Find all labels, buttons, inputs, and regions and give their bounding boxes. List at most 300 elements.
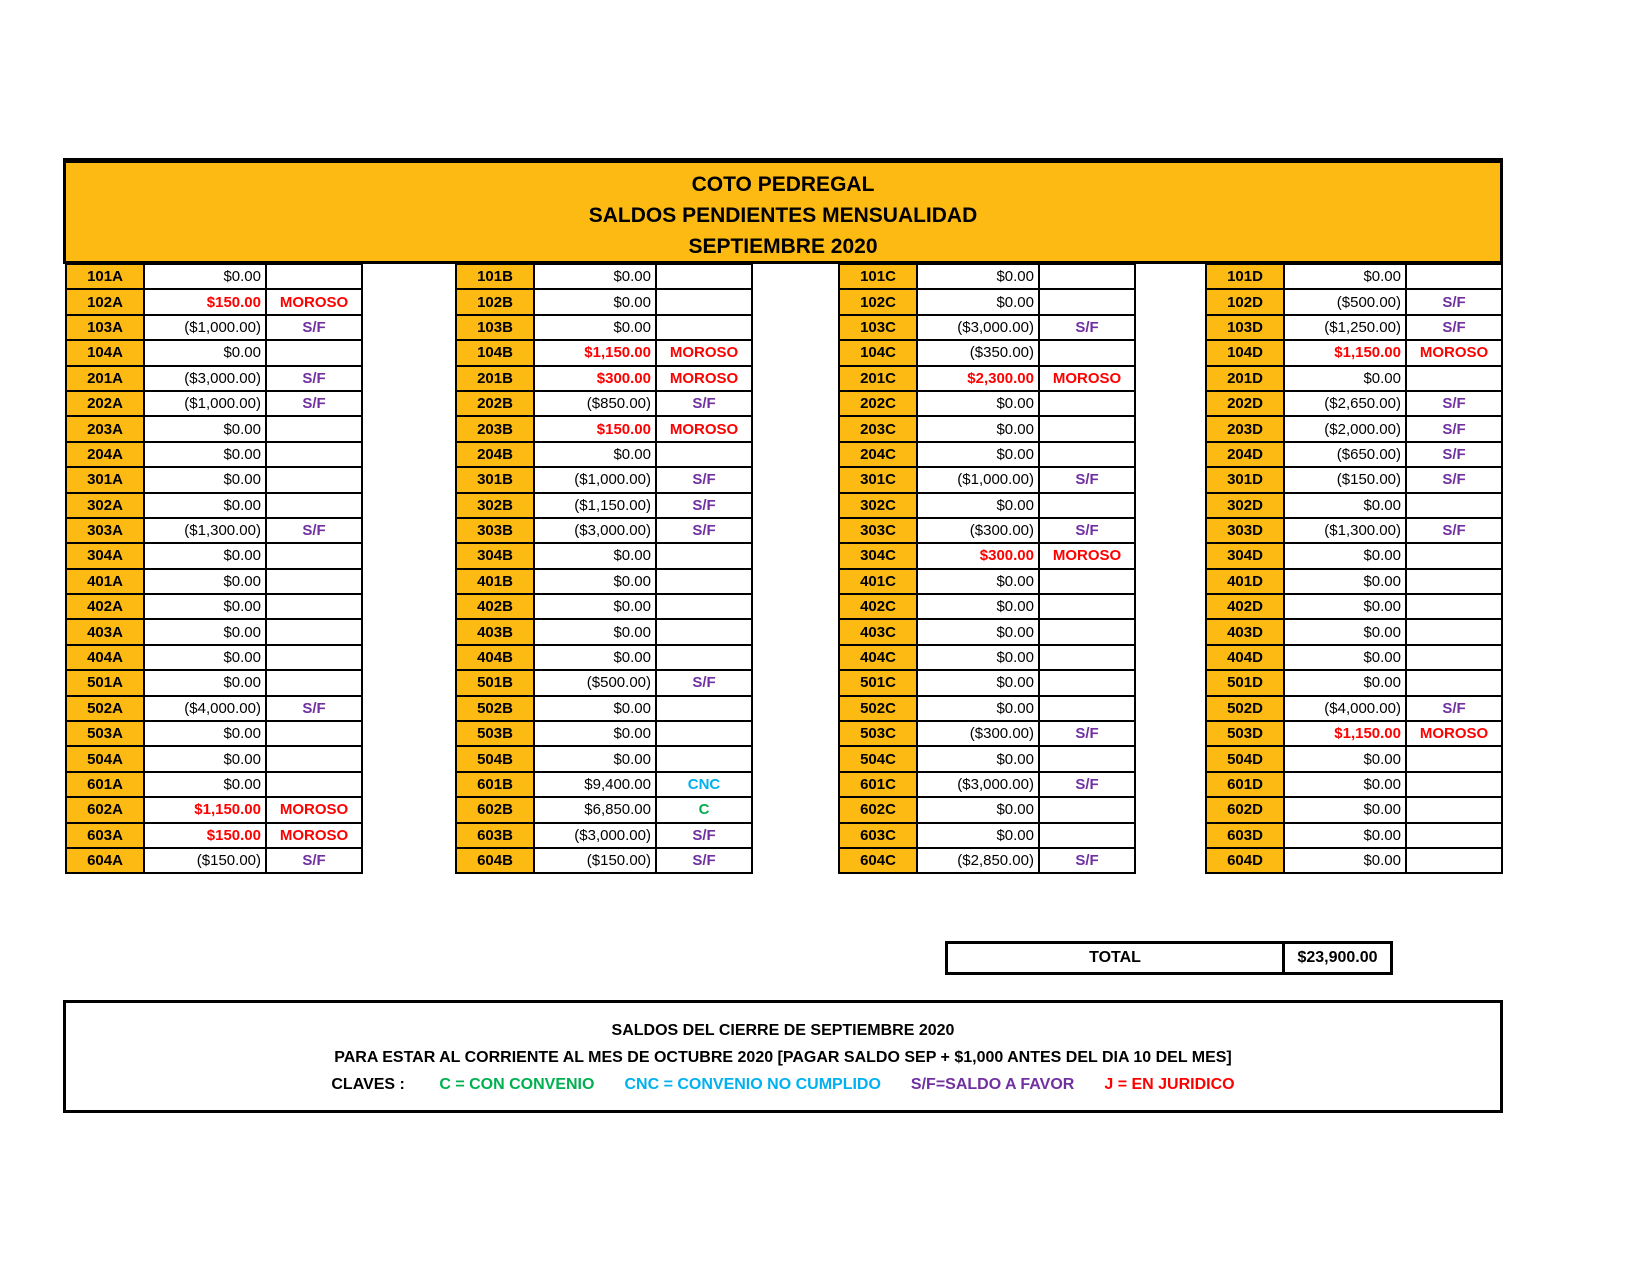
unit-label-cell: 202C [840,392,918,417]
unit-label-cell: 103B [457,316,535,341]
amount-cell: ($4,000.00) [1285,697,1407,722]
status-cell: S/F [657,671,753,696]
status-cell: S/F [1407,316,1503,341]
status-cell: S/F [267,392,363,417]
status-cell [267,773,363,798]
amount-cell: $0.00 [1285,671,1407,696]
amount-cell: $0.00 [535,747,657,772]
amount-cell: $0.00 [918,570,1040,595]
status-cell: S/F [1040,519,1136,544]
amount-cell: $0.00 [145,417,267,442]
title-line-1: COTO PEDREGAL [691,173,875,196]
amount-cell: $0.00 [1285,570,1407,595]
amount-cell: ($1,000.00) [145,316,267,341]
unit-label-cell: 103C [840,316,918,341]
amount-cell: $0.00 [918,290,1040,315]
unit-label-cell: 401C [840,570,918,595]
amount-cell: $0.00 [918,824,1040,849]
status-cell [1040,494,1136,519]
status-cell: S/F [1040,773,1136,798]
unit-label-cell: 303A [67,519,145,544]
unit-label-cell: 503B [457,722,535,747]
status-cell: S/F [1407,290,1503,315]
unit-label-cell: 503A [67,722,145,747]
unit-label-cell: 101D [1207,265,1285,290]
amount-cell: $0.00 [145,494,267,519]
unit-label-cell: 102A [67,290,145,315]
amount-cell: $0.00 [1285,620,1407,645]
amount-cell: $2,300.00 [918,367,1040,392]
status-cell [1407,646,1503,671]
amount-cell: $0.00 [1285,595,1407,620]
amount-cell: $0.00 [918,494,1040,519]
status-cell [1407,798,1503,823]
amount-cell: $0.00 [145,341,267,366]
unit-label-cell: 203B [457,417,535,442]
clave-item: S/F=SALDO A FAVOR [910,1076,1075,1093]
unit-label-cell: 502B [457,697,535,722]
status-cell: S/F [1407,443,1503,468]
unit-label-cell: 202A [67,392,145,417]
unit-label-cell: 104D [1207,341,1285,366]
unit-label-cell: 603B [457,824,535,849]
unit-label-cell: 404C [840,646,918,671]
unit-label-cell: 204A [67,443,145,468]
status-cell [657,722,753,747]
unit-label-cell: 601A [67,773,145,798]
amount-cell: $0.00 [1285,494,1407,519]
unit-label-cell: 302C [840,494,918,519]
unit-label-cell: 102C [840,290,918,315]
status-cell [267,620,363,645]
status-cell [657,697,753,722]
amount-cell: $0.00 [145,722,267,747]
amount-cell: $0.00 [145,773,267,798]
unit-label-cell: 104A [67,341,145,366]
amount-cell: $0.00 [918,697,1040,722]
amount-cell: $0.00 [535,544,657,569]
unit-label-cell: 504D [1207,747,1285,772]
unit-label-cell: 403C [840,620,918,645]
amount-cell: $0.00 [145,620,267,645]
amount-cell: $0.00 [1285,849,1407,874]
status-cell [267,341,363,366]
status-cell: S/F [1407,697,1503,722]
amount-cell: $0.00 [1285,265,1407,290]
amount-cell: ($650.00) [1285,443,1407,468]
unit-label-cell: 304C [840,544,918,569]
amount-cell: $0.00 [918,595,1040,620]
amount-cell: $0.00 [918,620,1040,645]
status-cell: MOROSO [1040,367,1136,392]
unit-label-cell: 304B [457,544,535,569]
unit-label-cell: 504C [840,747,918,772]
amount-cell: ($1,150.00) [535,494,657,519]
amount-cell: ($300.00) [918,519,1040,544]
unit-label-cell: 601B [457,773,535,798]
status-cell [1407,595,1503,620]
status-cell [657,570,753,595]
amount-cell: ($1,000.00) [918,468,1040,493]
amount-cell: ($500.00) [1285,290,1407,315]
status-cell [1407,747,1503,772]
status-cell: S/F [1407,417,1503,442]
amount-cell: $0.00 [1285,773,1407,798]
status-cell: S/F [1407,519,1503,544]
amount-cell: ($350.00) [918,341,1040,366]
amount-cell: $0.00 [918,671,1040,696]
status-cell [267,468,363,493]
unit-label-cell: 203D [1207,417,1285,442]
unit-label-cell: 403D [1207,620,1285,645]
status-cell [657,620,753,645]
unit-label-cell: 103D [1207,316,1285,341]
amount-cell: $0.00 [145,570,267,595]
amount-cell: $0.00 [918,265,1040,290]
unit-label-cell: 304A [67,544,145,569]
amount-cell: $0.00 [918,646,1040,671]
unit-label-cell: 301C [840,468,918,493]
unit-label-cell: 501C [840,671,918,696]
status-cell: S/F [267,849,363,874]
unit-label-cell: 501A [67,671,145,696]
title-line-2: SALDOS PENDIENTES MENSUALIDAD [588,204,978,227]
unit-label-cell: 504A [67,747,145,772]
unit-label-cell: 502A [67,697,145,722]
status-cell: S/F [1040,849,1136,874]
unit-label-cell: 404D [1207,646,1285,671]
amount-cell: $0.00 [145,595,267,620]
status-cell [267,671,363,696]
amount-cell: ($3,000.00) [535,824,657,849]
unit-label-cell: 401A [67,570,145,595]
unit-label-cell: 402D [1207,595,1285,620]
amount-cell: $150.00 [145,290,267,315]
unit-label-cell: 402B [457,595,535,620]
unit-label-cell: 602B [457,798,535,823]
amount-cell: $0.00 [1285,747,1407,772]
amount-cell: ($3,000.00) [535,519,657,544]
amount-cell: $0.00 [918,443,1040,468]
amount-cell: $1,150.00 [145,798,267,823]
status-cell: MOROSO [657,341,753,366]
amount-cell: $0.00 [535,722,657,747]
unit-label-cell: 104C [840,341,918,366]
amount-cell: $0.00 [535,646,657,671]
amount-cell: ($2,000.00) [1285,417,1407,442]
status-cell: MOROSO [1407,341,1503,366]
unit-label-cell: 201A [67,367,145,392]
status-cell [1407,494,1503,519]
status-cell [1040,290,1136,315]
status-cell [1040,697,1136,722]
unit-label-cell: 504B [457,747,535,772]
amount-cell: ($1,000.00) [535,468,657,493]
status-cell: MOROSO [657,417,753,442]
unit-label-cell: 101C [840,265,918,290]
unit-label-cell: 402C [840,595,918,620]
status-cell [267,722,363,747]
amount-cell: ($3,000.00) [145,367,267,392]
unit-label-cell: 204D [1207,443,1285,468]
status-cell: S/F [1407,468,1503,493]
status-cell: S/F [267,367,363,392]
unit-label-cell: 201D [1207,367,1285,392]
status-cell [657,290,753,315]
unit-label-cell: 202D [1207,392,1285,417]
status-cell: S/F [267,316,363,341]
status-cell: S/F [657,494,753,519]
status-cell [1040,443,1136,468]
status-cell [1040,646,1136,671]
amount-cell: $6,850.00 [535,798,657,823]
unit-label-cell: 501B [457,671,535,696]
unit-label-cell: 604A [67,849,145,874]
amount-cell: $150.00 [145,824,267,849]
status-cell [1040,417,1136,442]
amount-cell: ($3,000.00) [918,773,1040,798]
amount-cell: $0.00 [145,747,267,772]
unit-label-cell: 301A [67,468,145,493]
footer-note-box [63,1000,1503,1113]
unit-label-cell: 401D [1207,570,1285,595]
status-cell [267,443,363,468]
status-cell [1040,570,1136,595]
clave-item: CNC = CONVENIO NO CUMPLIDO [624,1076,881,1093]
status-cell [1407,265,1503,290]
amount-cell: $0.00 [1285,798,1407,823]
total-row [945,941,1393,975]
unit-label-cell: 303B [457,519,535,544]
status-cell [267,595,363,620]
balance-table-group-a [65,263,363,874]
amount-cell: $0.00 [918,417,1040,442]
amount-cell: ($1,300.00) [145,519,267,544]
status-cell [267,570,363,595]
unit-label-cell: 102D [1207,290,1285,315]
unit-label-cell: 302A [67,494,145,519]
status-cell [267,747,363,772]
unit-label-cell: 603A [67,824,145,849]
amount-cell: $0.00 [1285,544,1407,569]
balance-table-group-d [1205,263,1503,874]
amount-cell: $1,150.00 [1285,341,1407,366]
footer-line-2: PARA ESTAR AL CORRIENTE AL MES DE OCTUBRE 2020 [PAGAR SALDO SEP + $1,000 ANTES DEL DIA 10 DEL MES] [334,1049,1232,1066]
amount-cell: ($150.00) [535,849,657,874]
unit-label-cell: 201B [457,367,535,392]
status-cell: CNC [657,773,753,798]
unit-label-cell: 602A [67,798,145,823]
status-cell [1407,570,1503,595]
unit-label-cell: 202B [457,392,535,417]
amount-cell: $0.00 [918,747,1040,772]
status-cell [1407,849,1503,874]
unit-label-cell: 404B [457,646,535,671]
title-band [63,158,1503,264]
amount-cell: ($500.00) [535,671,657,696]
status-cell: MOROSO [267,824,363,849]
unit-label-cell: 503D [1207,722,1285,747]
amount-cell: ($150.00) [1285,468,1407,493]
status-cell [1407,544,1503,569]
status-cell [1040,671,1136,696]
status-cell [267,544,363,569]
unit-label-cell: 603D [1207,824,1285,849]
unit-label-cell: 403B [457,620,535,645]
unit-label-cell: 303D [1207,519,1285,544]
unit-label-cell: 101B [457,265,535,290]
unit-label-cell: 501D [1207,671,1285,696]
unit-label-cell: 604D [1207,849,1285,874]
status-cell [1040,392,1136,417]
status-cell [1040,341,1136,366]
status-cell [657,747,753,772]
amount-cell: $0.00 [535,620,657,645]
status-cell: S/F [657,519,753,544]
status-cell [1407,824,1503,849]
status-cell [267,494,363,519]
amount-cell: $150.00 [535,417,657,442]
unit-label-cell: 101A [67,265,145,290]
amount-cell: ($3,000.00) [918,316,1040,341]
amount-cell: ($1,300.00) [1285,519,1407,544]
unit-label-cell: 502C [840,697,918,722]
amount-cell: $0.00 [1285,367,1407,392]
unit-label-cell: 201C [840,367,918,392]
status-cell: MOROSO [657,367,753,392]
amount-cell: $0.00 [145,468,267,493]
status-cell [1407,620,1503,645]
status-cell: C [657,798,753,823]
unit-label-cell: 301D [1207,468,1285,493]
unit-label-cell: 204B [457,443,535,468]
balance-table-group-c [838,263,1136,874]
amount-cell: $1,150.00 [535,341,657,366]
status-cell [267,417,363,442]
status-cell: MOROSO [1040,544,1136,569]
unit-label-cell: 304D [1207,544,1285,569]
amount-cell: ($1,250.00) [1285,316,1407,341]
amount-cell: $0.00 [918,392,1040,417]
total-label: TOTAL [948,944,1285,972]
status-cell [1407,773,1503,798]
amount-cell: $0.00 [535,595,657,620]
unit-label-cell: 104B [457,341,535,366]
status-cell [1040,595,1136,620]
status-cell: S/F [657,849,753,874]
status-cell [657,544,753,569]
amount-cell: ($2,650.00) [1285,392,1407,417]
status-cell: S/F [1040,468,1136,493]
unit-label-cell: 203A [67,417,145,442]
status-cell: S/F [657,468,753,493]
status-cell: MOROSO [267,290,363,315]
status-cell [267,646,363,671]
amount-cell: $300.00 [535,367,657,392]
unit-label-cell: 203C [840,417,918,442]
clave-item: C = CON CONVENIO [439,1076,595,1093]
title-line-3: SEPTIEMBRE 2020 [688,235,878,258]
unit-label-cell: 301B [457,468,535,493]
amount-cell: $1,150.00 [1285,722,1407,747]
unit-label-cell: 503C [840,722,918,747]
claves-label: CLAVES : [331,1076,405,1093]
unit-label-cell: 204C [840,443,918,468]
amount-cell: $0.00 [145,265,267,290]
amount-cell: ($4,000.00) [145,697,267,722]
amount-cell: $0.00 [145,443,267,468]
status-cell: S/F [267,697,363,722]
unit-label-cell: 303C [840,519,918,544]
amount-cell: $0.00 [145,544,267,569]
clave-item: J = EN JURIDICO [1104,1076,1235,1093]
unit-label-cell: 602D [1207,798,1285,823]
unit-label-cell: 402A [67,595,145,620]
amount-cell: $0.00 [1285,646,1407,671]
unit-label-cell: 604C [840,849,918,874]
status-cell [1040,747,1136,772]
unit-label-cell: 103A [67,316,145,341]
amount-cell: ($2,850.00) [918,849,1040,874]
status-cell: S/F [1040,722,1136,747]
amount-cell: ($850.00) [535,392,657,417]
status-cell [657,265,753,290]
status-cell [1040,620,1136,645]
status-cell [657,316,753,341]
unit-label-cell: 601D [1207,773,1285,798]
status-cell [1040,798,1136,823]
status-cell: S/F [1040,316,1136,341]
unit-label-cell: 102B [457,290,535,315]
amount-cell: ($150.00) [145,849,267,874]
status-cell [1040,265,1136,290]
status-cell [1040,824,1136,849]
unit-label-cell: 302B [457,494,535,519]
amount-cell: $0.00 [535,570,657,595]
unit-label-cell: 601C [840,773,918,798]
amount-cell: ($300.00) [918,722,1040,747]
amount-cell: $0.00 [1285,824,1407,849]
balance-table-group-b [455,263,753,874]
claves-line [66,1071,1500,1098]
amount-cell: $0.00 [535,443,657,468]
footer-line-1: SALDOS DEL CIERRE DE SEPTIEMBRE 2020 [611,1022,955,1039]
status-cell [657,595,753,620]
amount-cell: $0.00 [918,798,1040,823]
amount-cell: $300.00 [918,544,1040,569]
status-cell [1407,671,1503,696]
amount-cell: $0.00 [535,265,657,290]
unit-label-cell: 603C [840,824,918,849]
status-cell: MOROSO [267,798,363,823]
amount-cell: ($1,000.00) [145,392,267,417]
total-value: $23,900.00 [1297,949,1378,966]
status-cell: MOROSO [1407,722,1503,747]
unit-label-cell: 502D [1207,697,1285,722]
amount-cell: $0.00 [535,290,657,315]
unit-label-cell: 602C [840,798,918,823]
amount-cell: $0.00 [535,316,657,341]
unit-label-cell: 604B [457,849,535,874]
unit-label-cell: 404A [67,646,145,671]
status-cell: S/F [267,519,363,544]
status-cell [657,646,753,671]
status-cell [657,443,753,468]
amount-cell: $9,400.00 [535,773,657,798]
unit-label-cell: 401B [457,570,535,595]
amount-cell: $0.00 [535,697,657,722]
status-cell [267,265,363,290]
